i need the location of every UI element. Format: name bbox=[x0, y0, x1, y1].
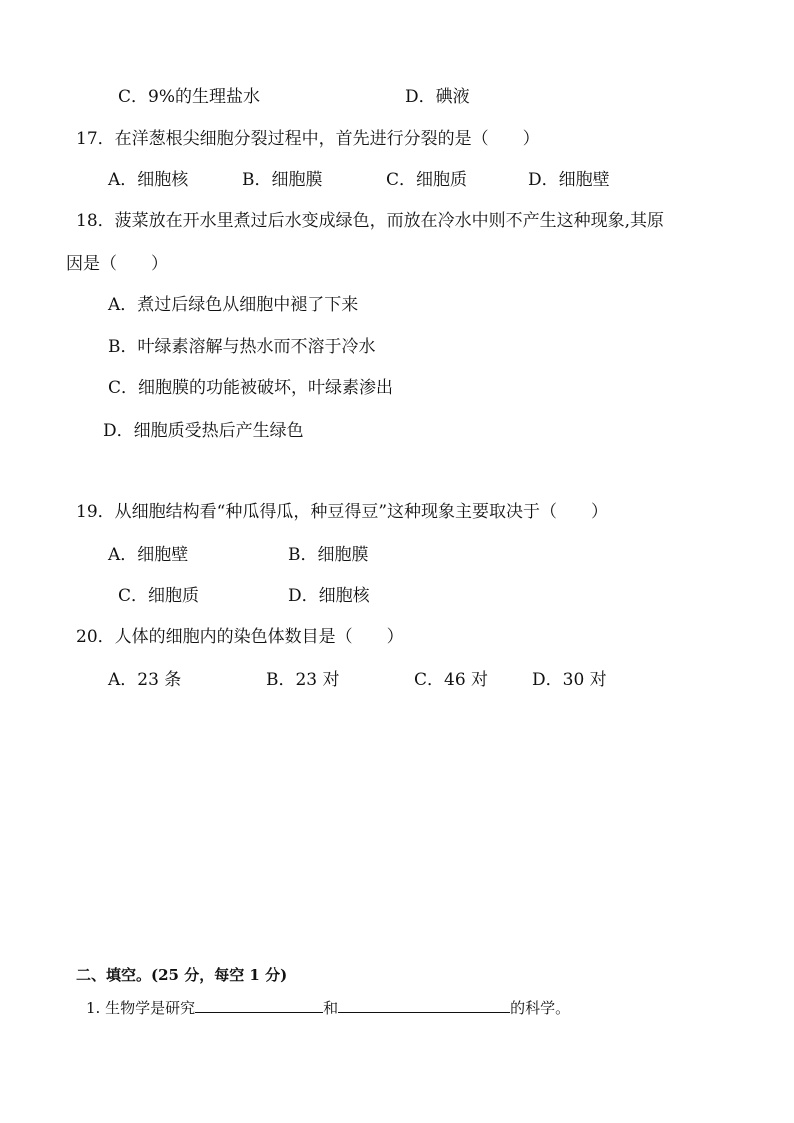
q19-option-b: B．细胞膜 bbox=[288, 545, 369, 565]
section-heading: 二、填空。(25 分，每空 1 分) bbox=[76, 966, 288, 984]
fill1-prefix: 1. 生物学是研究 bbox=[86, 999, 196, 1017]
q16-option-d: D．碘液 bbox=[405, 87, 470, 107]
q17-option-b: B．细胞膜 bbox=[242, 170, 323, 190]
q18-option-d: D．细胞质受热后产生绿色 bbox=[103, 421, 304, 441]
q19-stem: 19．从细胞结构看“种瓜得瓜，种豆得豆”这种现象主要取决于（ ） bbox=[76, 502, 609, 522]
q20-stem: 20．人体的细胞内的染色体数目是（ ） bbox=[76, 627, 404, 647]
q18-stem-line2: 因是（ ） bbox=[66, 254, 168, 274]
q18-option-a: A．煮过后绿色从细胞中褪了下来 bbox=[108, 295, 359, 315]
q17-option-a: A．细胞核 bbox=[108, 170, 189, 190]
fill1-blank-1[interactable] bbox=[195, 996, 323, 1013]
q17-option-c: C．细胞质 bbox=[386, 170, 468, 190]
q19-option-c: C．细胞质 bbox=[118, 586, 200, 606]
q19-option-d: D．细胞核 bbox=[288, 586, 370, 606]
fill1-blank-2[interactable] bbox=[338, 996, 510, 1013]
q18-stem-line1: 18．菠菜放在开水里煮过后水变成绿色，而放在冷水中则不产生这种现象,其原 bbox=[76, 211, 665, 231]
q17-stem: 17．在洋葱根尖细胞分裂过程中，首先进行分裂的是（ ） bbox=[76, 129, 540, 149]
q20-option-a: A．23 条 bbox=[108, 670, 182, 690]
q16-option-c: C．9%的生理盐水 bbox=[118, 87, 260, 107]
q20-option-c: C．46 对 bbox=[414, 670, 489, 690]
q18-option-c: C．细胞膜的功能被破坏，叶绿素渗出 bbox=[108, 378, 394, 398]
q18-option-b: B．叶绿素溶解与热水而不溶于冷水 bbox=[108, 337, 376, 357]
q20-option-b: B．23 对 bbox=[266, 670, 340, 690]
q17-option-d: D．细胞壁 bbox=[528, 170, 610, 190]
fill1-suffix: 的科学。 bbox=[510, 999, 571, 1017]
q20-option-d: D．30 对 bbox=[532, 670, 607, 690]
q19-option-a: A．细胞壁 bbox=[108, 545, 189, 565]
fill-question-1 bbox=[86, 996, 570, 1019]
fill1-mid: 和 bbox=[323, 999, 339, 1017]
